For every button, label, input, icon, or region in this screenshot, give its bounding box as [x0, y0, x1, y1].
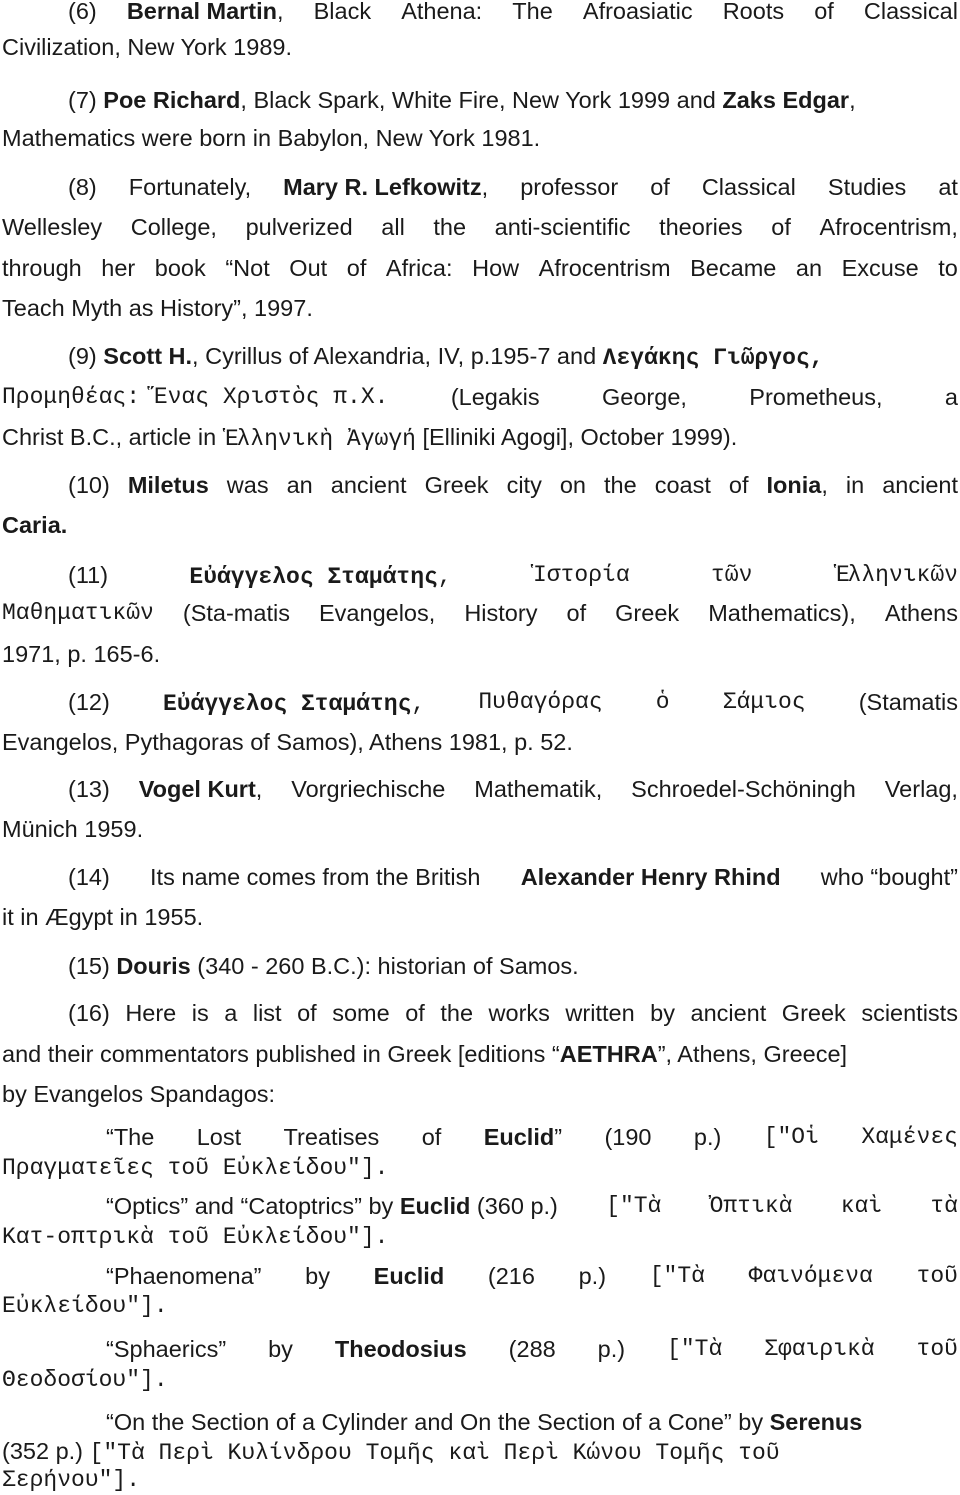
note-8-line-3: through her book “Not Out of Africa: How Afrocentrism Became an Excuse to [2, 255, 958, 281]
author-name: Theodosius [334, 1336, 467, 1362]
work-3-line-1: “Phaenomena” by Euclid (216 p.) ["Τὰ Φαινόμενα τοῦ [106, 1263, 958, 1289]
note-16-line-1: (16) Here is a list of some of the works written by ancient Greek scientists [68, 1000, 958, 1026]
publisher-name: AETHRA [559, 1041, 658, 1067]
author-name: Euclid [483, 1124, 555, 1150]
work-2-line-1: “Optics” and “Catoptrics” by Euclid (360 p.) ["Τὰ Ὀπτικὰ καὶ τὰ [106, 1193, 958, 1219]
work-1-line-2: Πραγματεῖες τοῦ Εὐκλείδου"]. [2, 1155, 389, 1181]
note-14-line-1: (14) Its name comes from the British Alexander Henry Rhind who “bought” [68, 864, 958, 890]
note-7-line-2: Mathematics were born in Babylon, New York 1981. [2, 125, 541, 151]
person-name: Douris [116, 953, 191, 979]
author-name: Serenus [769, 1409, 863, 1435]
greek-author-name: Εὐάγγελος Σταμάτης [189, 564, 438, 590]
note-8-line-4: Teach Myth as History”, 1997. [2, 295, 313, 321]
place-name: Ionia [766, 472, 822, 498]
note-12-line-1: (12) Εὐάγγελος Σταμάτης, Πυθαγόρας ὁ Σάμιος (Stamatis [68, 689, 958, 717]
note-16-line-2: and their commentators published in Greek [editions “AETHRA”, Athens, Greece] [2, 1041, 848, 1067]
note-16-line-3: by Evangelos Spandagos: [2, 1081, 276, 1107]
note-12-line-2: Evangelos, Pythagoras of Samos), Athens 1981, p. 52. [2, 729, 573, 755]
note-6-line-1: (6) Bernal Martin, Black Athena: The Afroasiatic Roots of Classical [68, 0, 958, 24]
author-name: Scott H. [103, 343, 193, 369]
work-5-line-1: “On the Section of a Cylinder and On the Section of a Cone” by Serenus [106, 1409, 863, 1435]
author-name: Mary R. Lefkowitz [283, 174, 482, 200]
note-8-line-1: (8) Fortunately, Mary R. Lefkowitz, professor of Classical Studies at [68, 174, 958, 200]
work-5-line-3: Σερήνου"]. [2, 1467, 141, 1493]
author-name: Poe Richard [103, 87, 241, 113]
note-11-line-2: Μαθηματικῶν (Sta-matis Evangelos, History of Greek Mathematics), Athens [2, 600, 958, 626]
work-4-line-1: “Sphaerics” by Theodosius (288 p.) ["Τὰ Σφαιρικὰ τοῦ [106, 1336, 958, 1362]
note-8-line-2: Wellesley College, pulverized all the anti-scientific theories of Afrocentrism, [2, 214, 958, 240]
greek-author-name: Λεγάκης Γιῶργος, [602, 345, 824, 371]
person-name: Alexander Henry Rhind [520, 864, 781, 890]
greek-author-name: Εὐάγγελος Σταμάτης [162, 691, 412, 717]
note-10-line-1: (10) Miletus was an ancient Greek city on the coast of Ionia, in ancient [68, 472, 958, 498]
note-7-line-1: (7) Poe Richard, Black Spark, White Fire, New York 1999 and Zaks Edgar, [68, 87, 856, 113]
note-13-line-1: (13) Vogel Kurt, Vorgriechische Mathematik, Schroedel-Schöningh Verlag, [68, 776, 958, 802]
author-name: Zaks Edgar [722, 87, 850, 113]
place-name: Miletus [127, 472, 209, 498]
work-1-line-1: “The Lost Treatises of Euclid” (190 p.) ["Οἱ Χαμένες [106, 1124, 958, 1150]
author-name: Euclid [373, 1263, 445, 1289]
place-name: Caria. [2, 512, 68, 538]
author-name: Bernal Martin [126, 0, 277, 24]
note-13-line-2: Münich 1959. [2, 816, 144, 842]
note-10-line-2 [2, 510, 958, 540]
note-11-line-1: (11) Εὐάγγελος Σταμάτης, Ἱστορία τῶν Ἑλληνικῶν [68, 562, 958, 590]
work-4-line-2: Θεοδοσίου"]. [2, 1367, 168, 1393]
work-5-line-2: (352 p.) ["Τὰ Περὶ Κυλίνδρου Τομῆς καὶ Περὶ Κώνου Τομῆς τοῦ [2, 1438, 780, 1466]
work-2-line-2: Κατ-οπτρικὰ τοῦ Εὐκλείδου"]. [2, 1224, 389, 1250]
note-6-line-2: Civilization, New York 1989. [2, 34, 292, 60]
work-3-line-2: Εὐκλείδου"]. [2, 1293, 168, 1319]
note-14-line-2: it in Ægypt in 1955. [2, 904, 204, 930]
author-name: Euclid [399, 1193, 471, 1219]
note-15-line-1: (15) Douris (340 - 260 B.C.): historian of Samos. [68, 953, 579, 979]
note-9-line-3: Christ B.C., article in Ἑλληνικὴ Ἀγωγή [Elliniki Agogi], October 1999). [2, 424, 738, 452]
note-9-line-2: Προμηθέας: Ἕνας Χριστὸς π.Χ. (Legakis George, Prometheus, a [2, 384, 958, 410]
note-9-line-1: (9) Scott H., Cyrillus of Alexandria, IV, p.195-7 and Λεγάκης Γιῶργος, [68, 343, 824, 371]
author-name: Vogel Kurt [138, 776, 256, 802]
note-11-line-3: 1971, p. 165-6. [2, 641, 161, 667]
